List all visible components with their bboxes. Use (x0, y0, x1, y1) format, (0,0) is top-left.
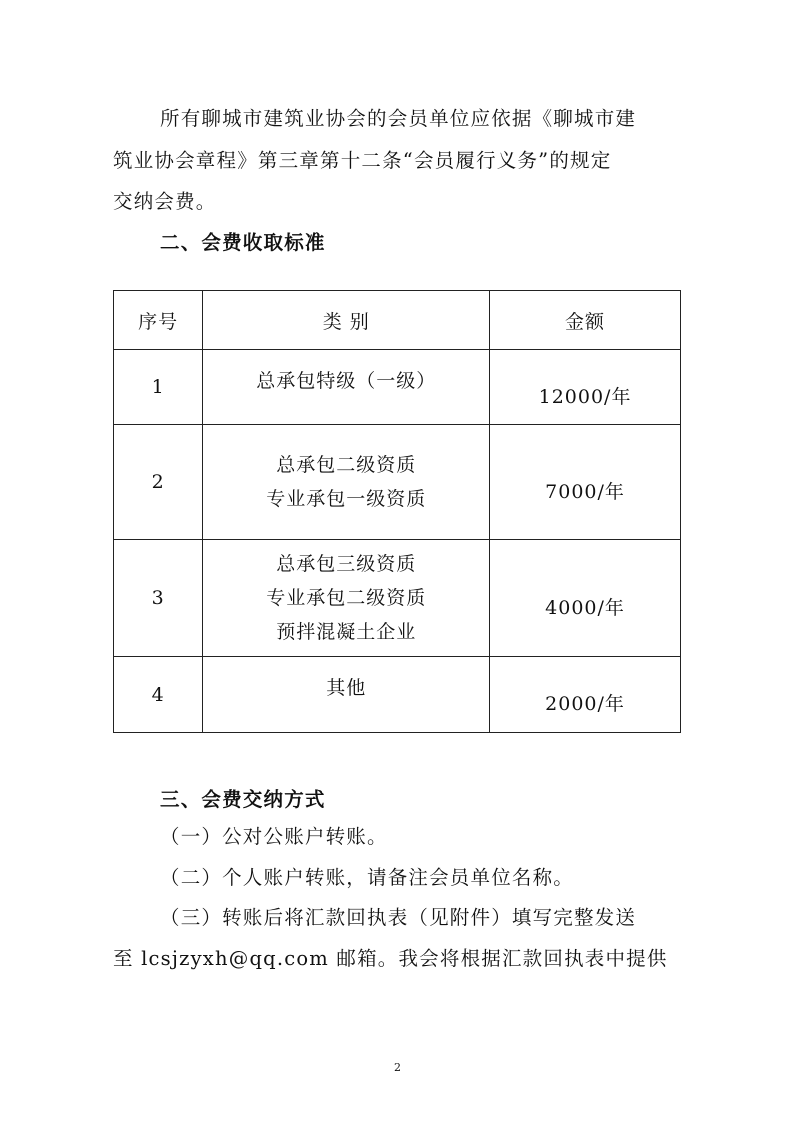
table-row (114, 657, 681, 733)
category-line: 预拌混凝土企业 (276, 621, 417, 643)
category-line: 总承包三级资质 (276, 553, 417, 575)
fee-standard-table (113, 290, 681, 733)
amount-value: 12000/年 (538, 385, 632, 408)
continuation-line: 至 lcsjzyxh@qq.com 邮箱。我会将根据汇款回执表中提供 (113, 947, 668, 970)
row-category (203, 425, 490, 540)
amount-value: 4000/年 (545, 596, 625, 619)
header-number: 序号 (114, 291, 203, 350)
section-2-heading: 二、会费收取标准 (160, 231, 326, 254)
intro-line-1: 所有聊城市建筑业协会的会员单位应依据《聊城市建 (160, 107, 637, 130)
section-3-heading: 三、会费交纳方式 (160, 788, 326, 811)
category-line: 专业承包二级资质 (266, 587, 427, 609)
row-number: 2 (114, 425, 203, 540)
category-line: 总承包特级（一级） (256, 369, 437, 392)
intro-line-2: 筑业协会章程》第三章第十二条“会员履行义务”的规定 (113, 149, 612, 172)
category-line: 其他 (326, 677, 367, 699)
row-number: 3 (114, 540, 203, 657)
category-line: 总承包二级资质 (276, 454, 417, 476)
row-amount (490, 657, 681, 733)
header-category: 类 别 (203, 291, 490, 350)
table-header-row (114, 291, 681, 350)
row-category (203, 350, 490, 425)
header-amount: 金额 (490, 291, 681, 350)
row-category (203, 657, 490, 733)
row-number: 4 (114, 657, 203, 733)
amount-value: 7000/年 (545, 480, 625, 503)
amount-value: 2000/年 (545, 693, 625, 715)
category-line: 专业承包一级资质 (266, 488, 427, 510)
row-amount (490, 540, 681, 657)
page-number: 2 (394, 1061, 401, 1074)
row-category (203, 540, 490, 657)
row-amount (490, 425, 681, 540)
row-amount (490, 350, 681, 425)
row-number: 1 (114, 350, 203, 425)
intro-line-3: 交纳会费。 (113, 190, 217, 213)
table-row (114, 425, 681, 540)
table-row (114, 350, 681, 425)
method-item: （一）公对公账户转账。 (160, 825, 388, 848)
method-item: （二）个人账户转账，请备注会员单位名称。 (160, 866, 575, 889)
table-row (114, 540, 681, 657)
method-item: （三）转账后将汇款回执表（见附件）填写完整发送 (160, 906, 637, 929)
